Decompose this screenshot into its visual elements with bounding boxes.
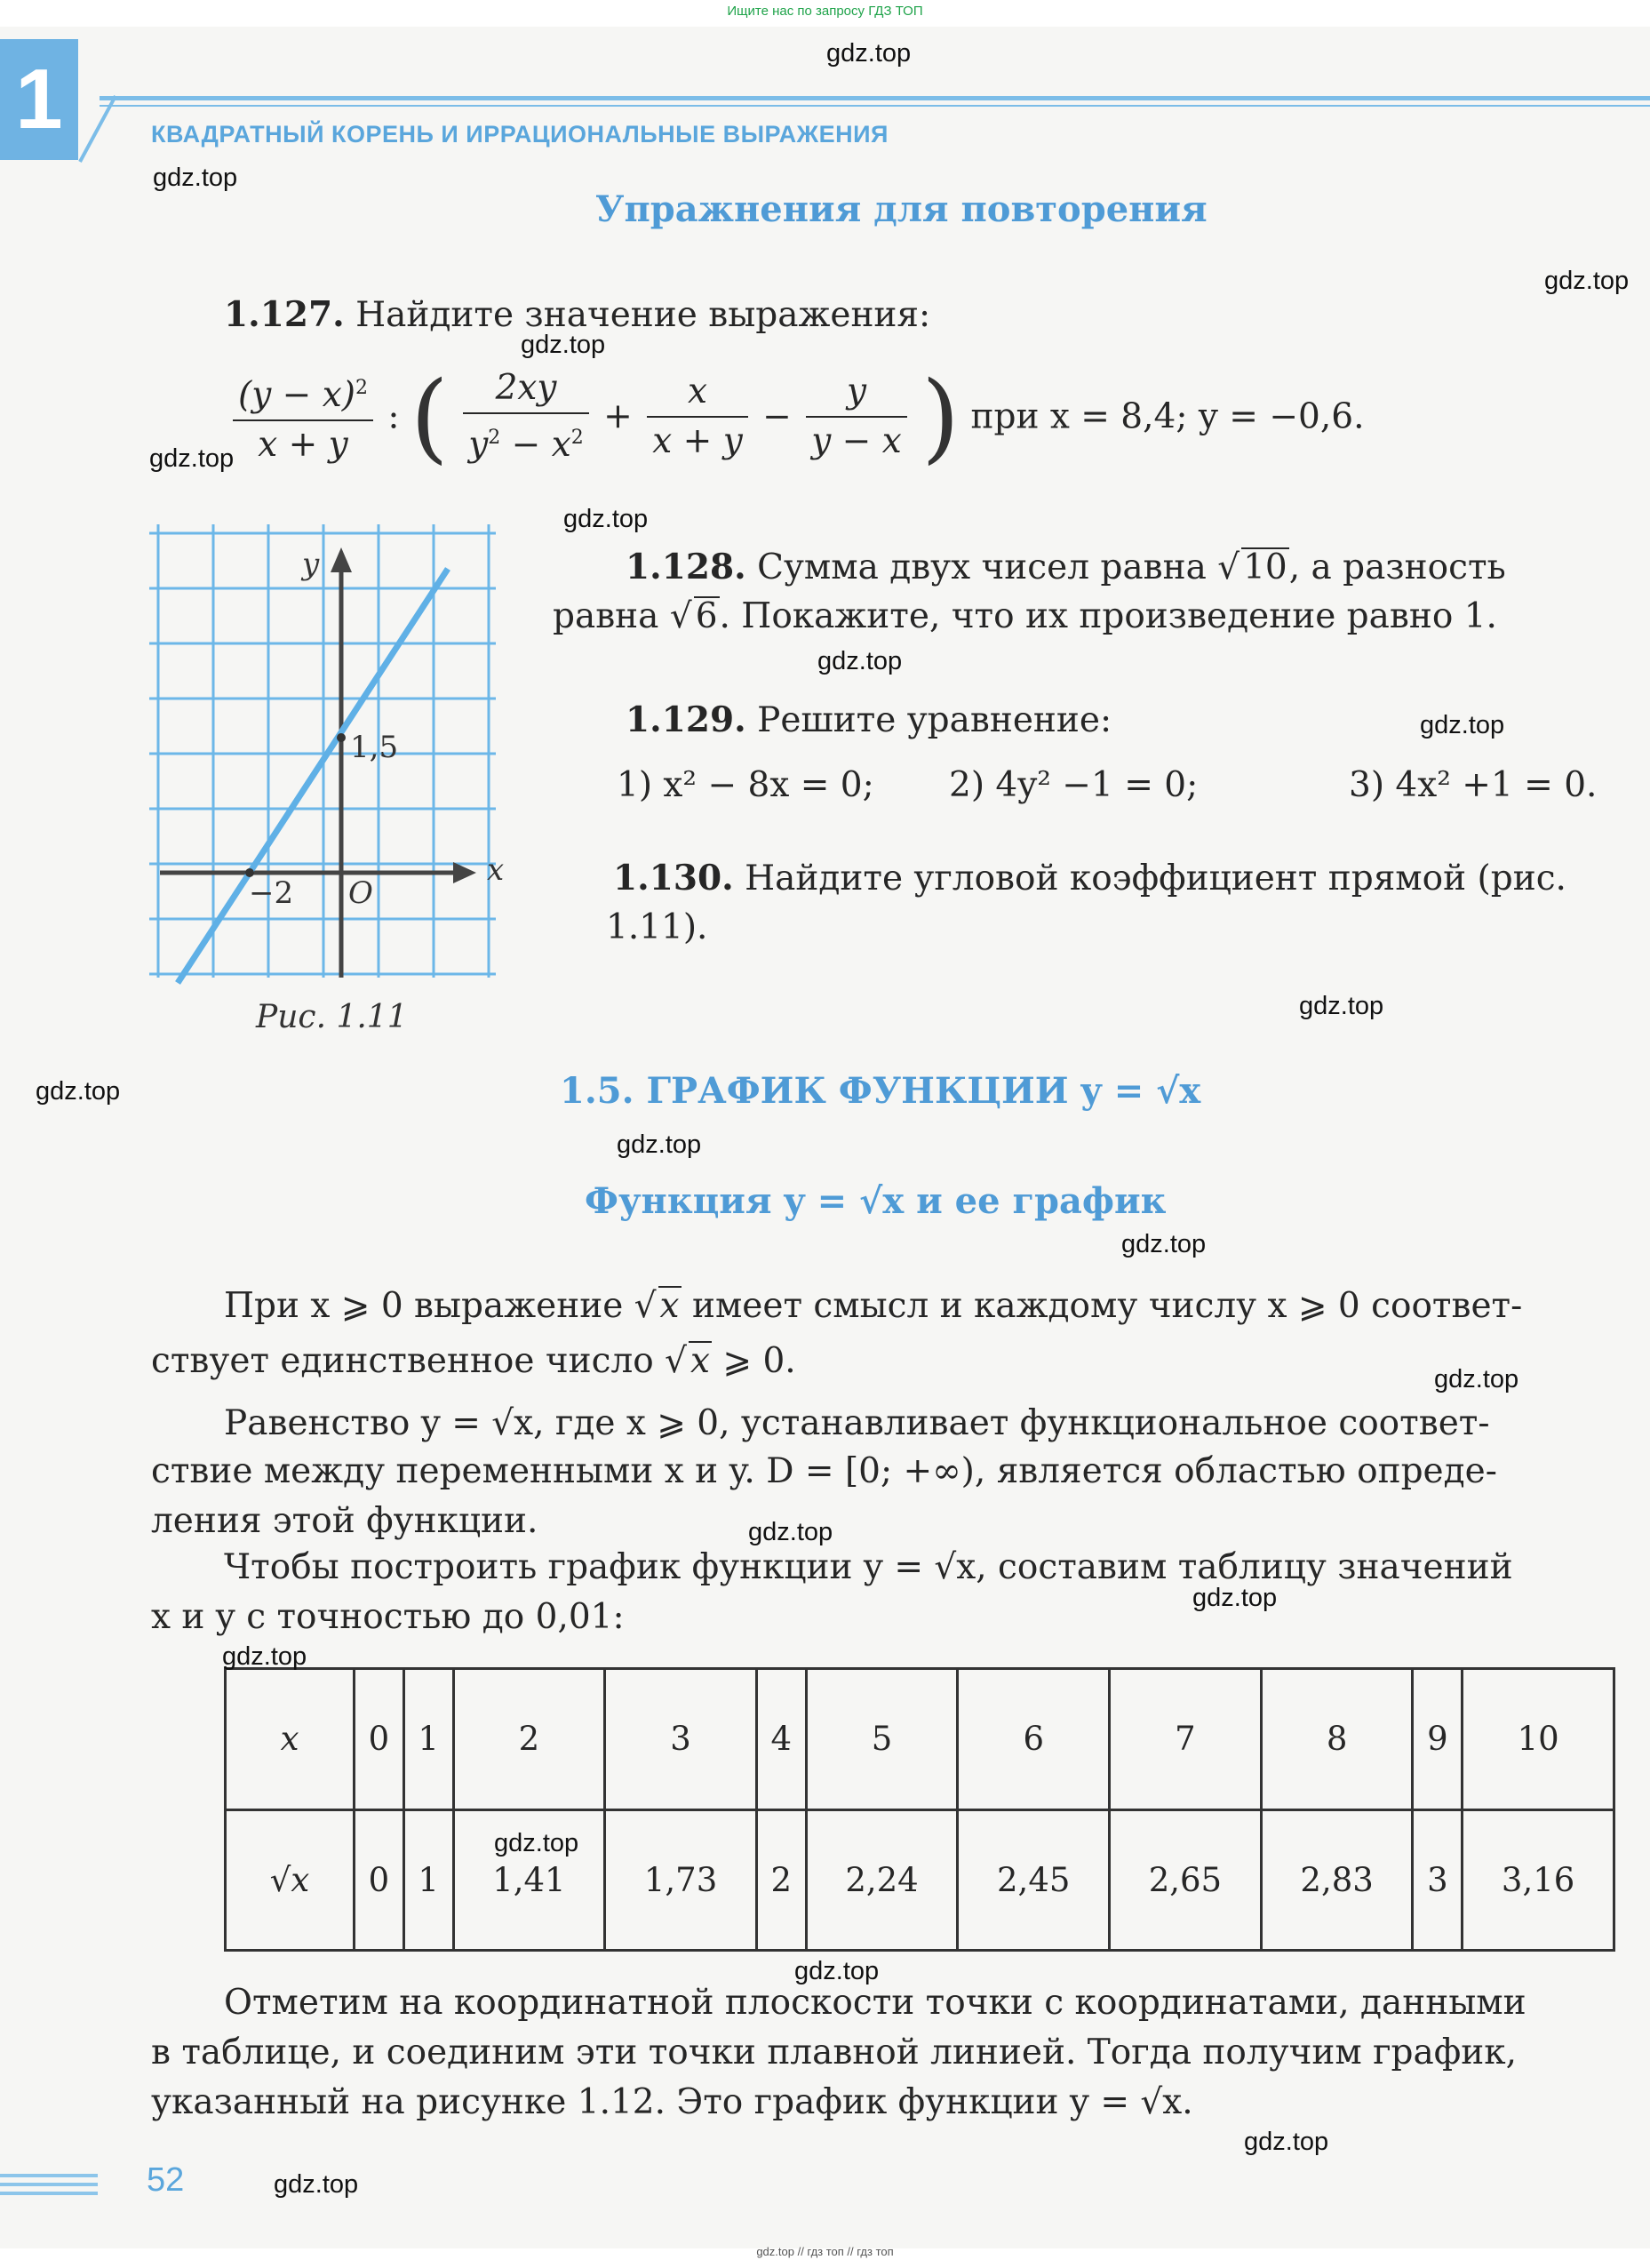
watermark: gdz.top <box>149 444 235 473</box>
fraction-4: $\frac{y}{y - x}$ <box>806 370 907 464</box>
header-line-bottom <box>100 105 1650 107</box>
exercise-1-129 <box>626 695 1112 746</box>
values-table <box>224 1667 1615 1952</box>
review-title: Упражнения для повторения <box>595 188 1208 230</box>
watermark: gdz.top <box>563 505 649 533</box>
page-number: 52 <box>147 2161 185 2199</box>
bottom-note: gdz.top // гдз топ // гдз топ <box>756 2245 894 2258</box>
table-cell: 4 <box>756 1669 806 1810</box>
x-axis-arrow <box>453 862 476 883</box>
para2-line2: ствие между переменными x и y. D = [0; +∞), является областью опреде- <box>151 1451 1497 1491</box>
watermark: gdz.top <box>1121 1230 1207 1258</box>
figure-caption: Рис. 1.11 <box>256 999 408 1035</box>
exercise-text: равна <box>553 596 659 636</box>
exercise-condition: при x = 8,4; y = −0,6. <box>970 396 1365 437</box>
header-slant <box>71 92 124 164</box>
point-y-intercept <box>337 733 346 742</box>
watermark: gdz.top <box>1420 711 1505 739</box>
table-cell: 2,24 <box>806 1809 958 1951</box>
expression-1-127: $\frac{(y - x)^2}{x + y}$ : ( $\frac{2xy}{y^2 - x^2}$ + $\frac{x}{x + y}$ − $\frac{y}{y - x}$ ) при x = 8,4; y = −0,6. <box>229 366 1364 467</box>
watermark: gdz.top <box>494 1829 579 1857</box>
para1-line2: ствует единственное число √ x ⩾ 0. <box>151 1341 796 1381</box>
watermark: gdz.top <box>1544 267 1630 295</box>
exercise-text: , а разность <box>1288 547 1506 587</box>
table-cell: 7 <box>1110 1669 1262 1810</box>
top-note: Ищите нас по запросу ГДЗ ТОП <box>727 4 923 19</box>
para3-line1: Чтобы построить график функции y = √x, составим таблицу значений <box>224 1547 1513 1587</box>
table-cell: 1 <box>403 1809 453 1951</box>
watermark: gdz.top <box>748 1518 833 1546</box>
grid <box>149 524 496 978</box>
table-cell: 3,16 <box>1463 1809 1614 1951</box>
para3-line2: x и y с точностью до 0,01: <box>151 1597 625 1637</box>
text: имеет смысл и каждому числу x ⩾ 0 соответ- <box>691 1286 1523 1326</box>
table-cell: 2,83 <box>1261 1809 1413 1951</box>
chapter-number-box: 1 <box>0 39 78 160</box>
exercise-text: Найдите угловой коэффициент прямой (рис. <box>745 858 1566 898</box>
table-cell: 0 <box>355 1669 404 1810</box>
exercise-number: 1.129. <box>626 699 746 740</box>
table-cell: 1,73 <box>605 1809 757 1951</box>
text: При x ⩾ 0 выражение <box>224 1286 624 1326</box>
para4-line3: указанный на рисунке 1.12. Это график функции y = √x. <box>151 2082 1193 2122</box>
watermark: gdz.top <box>794 1957 880 1985</box>
table-cell: x <box>226 1669 355 1810</box>
fraction-2: $\frac{2xy}{y^2 - x^2}$ <box>463 366 589 467</box>
table-cell: 3 <box>1413 1809 1463 1951</box>
fraction-3: $\frac{x}{x + y}$ <box>647 370 748 464</box>
line-graph <box>178 569 448 983</box>
table-cell: 5 <box>806 1669 958 1810</box>
exercise-1-128-line2: равна √ 6. Покажите, что их произведение равно 1. <box>553 596 1497 636</box>
para2-line1: Равенство y = √x, где x ⩾ 0, устанавливает функциональное соответ- <box>224 1403 1490 1443</box>
y-axis-arrow <box>331 547 352 572</box>
exercise-text: Решите уравнение: <box>757 700 1112 740</box>
watermark: gdz.top <box>222 1642 307 1671</box>
exercise-number: 1.128. <box>626 547 746 587</box>
table-cell: √x <box>226 1809 355 1951</box>
table-cell: 0 <box>355 1809 404 1951</box>
chapter-title: КВАДРАТНЫЙ КОРЕНЬ И ИРРАЦИОНАЛЬНЫЕ ВЫРАЖЕНИЯ <box>151 121 889 148</box>
watermark: gdz.top <box>153 164 238 192</box>
text: ⩾ 0. <box>722 1341 796 1381</box>
figure-1-11 <box>149 524 505 986</box>
exercise-number: 1.127. <box>224 294 345 335</box>
table-cell: 2 <box>453 1669 605 1810</box>
fraction-1: $\frac{(y - x)^2}{x + y}$ <box>233 366 373 467</box>
exercise-text: . Покажите, что их произведение равно 1. <box>719 596 1497 636</box>
para2-line3: ления этой функции. <box>151 1501 538 1541</box>
table-cell: 6 <box>958 1669 1110 1810</box>
label-b: 1,5 <box>350 730 399 765</box>
watermark: gdz.top <box>521 331 606 359</box>
equation-1: 1) x² − 8x = 0; <box>617 765 874 805</box>
label-a: −2 <box>249 875 294 911</box>
table-cell: 10 <box>1463 1669 1614 1810</box>
para4-line1: Отметим на координатной плоскости точки с координатами, данными <box>224 1983 1526 2023</box>
table-cell: 2,45 <box>958 1809 1110 1951</box>
table-cell: 1,41 <box>453 1809 605 1951</box>
exercise-1-130-line1 <box>613 853 1566 904</box>
subsection-title: Функция y = √x и ее график <box>585 1180 1167 1222</box>
label-origin: O <box>348 875 373 911</box>
table-cell: 2 <box>756 1809 806 1951</box>
table-cell: 2,65 <box>1110 1809 1262 1951</box>
table-cell: 1 <box>403 1669 453 1810</box>
exercise-text: Найдите значение выражения: <box>355 295 931 335</box>
text: ствует единственное число <box>151 1341 654 1381</box>
label-x: x <box>487 852 505 888</box>
exercise-1-130-line2: 1.11). <box>606 907 708 947</box>
radicand: 6 <box>695 596 718 636</box>
exercise-number: 1.130. <box>613 858 734 898</box>
exercise-text: Сумма двух чисел равна <box>757 547 1207 587</box>
watermark: gdz.top <box>1244 2128 1329 2156</box>
watermark: gdz.top <box>617 1130 702 1159</box>
para1-line1: При x ⩾ 0 выражение √ x имеет смысл и каждому числу x ⩾ 0 соответ- <box>224 1286 1523 1326</box>
para4-line2: в таблице, и соединим эти точки плавной линией. Тогда получим график, <box>151 2032 1518 2072</box>
table-cell: 3 <box>605 1669 757 1810</box>
header-line-top <box>100 96 1650 100</box>
watermark: gdz.top <box>826 39 912 68</box>
table-row <box>226 1809 1614 1951</box>
section-title: 1.5. ГРАФИК ФУНКЦИИ y = √x <box>560 1070 1201 1112</box>
watermark: gdz.top <box>1434 1365 1519 1394</box>
table-row <box>226 1669 1614 1810</box>
watermark: gdz.top <box>817 647 903 675</box>
radicand: 10 <box>1243 547 1287 587</box>
label-y: y <box>302 547 320 582</box>
equation-3: 3) 4x² +1 = 0. <box>1349 765 1598 805</box>
table-cell: 9 <box>1413 1669 1463 1810</box>
equation-2: 2) 4y² −1 = 0; <box>949 765 1199 805</box>
footer-bars <box>0 2174 98 2200</box>
exercise-1-128-line1: 1.128. Сумма двух чисел равна √ 10, а разность <box>626 547 1506 587</box>
watermark: gdz.top <box>274 2170 359 2199</box>
watermark: gdz.top <box>1192 1584 1278 1612</box>
table-cell: 8 <box>1261 1669 1413 1810</box>
watermark: gdz.top <box>36 1077 121 1106</box>
watermark: gdz.top <box>1299 992 1384 1020</box>
